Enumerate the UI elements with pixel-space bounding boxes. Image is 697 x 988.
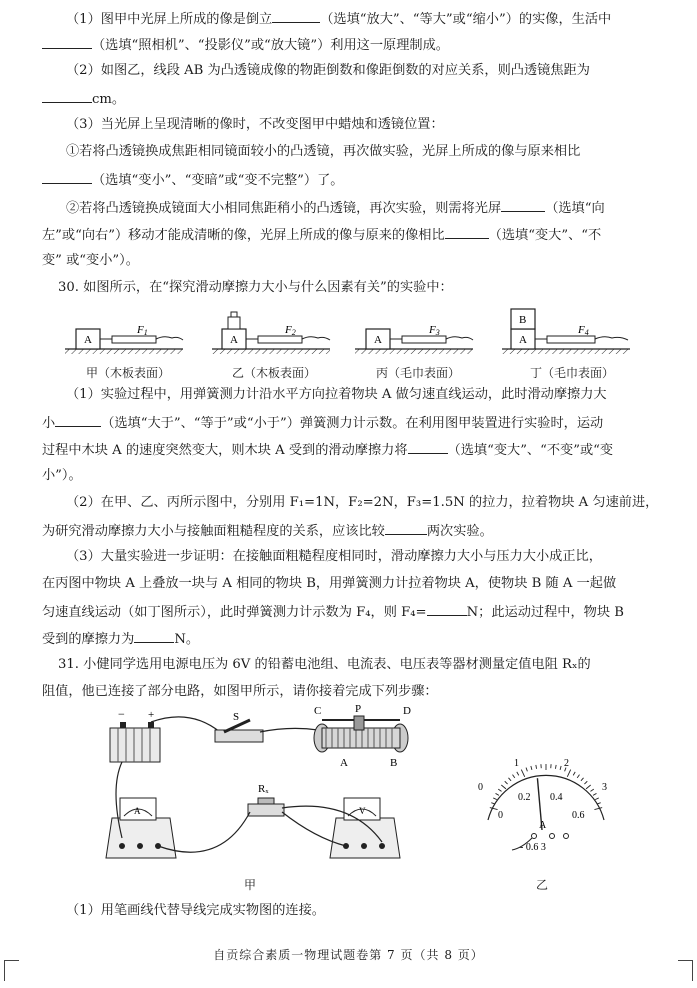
dial-tick: [594, 808, 602, 810]
dial-tick: [586, 785, 591, 789]
q29-line-1: （1）图甲中光屏上所成的像是倒立 （选填“放大”、“等大”或“缩小”）的实像，生活中: [66, 9, 611, 29]
rheostat[interactable]: [314, 703, 411, 769]
dial-tick: [577, 775, 579, 778]
dial-tick: [493, 798, 497, 800]
crop-mark-right: [678, 960, 693, 981]
spring-scale: [547, 336, 595, 343]
svg-text:P: P: [355, 703, 362, 715]
dial-tick: [567, 770, 570, 777]
block-label: B: [519, 314, 527, 326]
dial-tick: [536, 765, 537, 769]
q29-line-5: （3）当光屏上呈现清晰的像时，不改变图甲中蜡烛和透镜位置：: [66, 117, 444, 132]
weight: [228, 317, 240, 329]
dial-tick: [513, 775, 515, 778]
block-label: A: [230, 334, 238, 346]
svg-text:D: D: [403, 705, 411, 717]
caption-jia: 甲（木板表面）: [86, 366, 171, 380]
dial-tick: [573, 772, 575, 775]
caption-bing: 丙（毛巾表面）: [376, 366, 461, 380]
answer-blank[interactable]: [42, 89, 92, 103]
ammeter-dial: [476, 760, 616, 855]
dial-tick: [498, 789, 501, 791]
crop-mark-left: [4, 960, 19, 981]
dial-tick: [581, 778, 584, 781]
friction-figures: [0, 305, 697, 363]
dial-tick: [505, 781, 508, 784]
svg-text:B: B: [390, 757, 398, 769]
dial-tick: [584, 781, 587, 784]
dial-tick: [508, 778, 511, 781]
voltmeter[interactable]: [330, 798, 400, 858]
q29-line-7: （选填“变小”、“变暗”或“变不完整”）了。: [42, 170, 343, 190]
page-footer: 自贡综合素质一物理试题卷第 7 页（共 8 页）: [213, 948, 484, 962]
dial-tick: [526, 768, 527, 772]
answer-blank[interactable]: [42, 170, 92, 184]
circuit-diagram: [100, 703, 460, 878]
switch-label: S: [233, 711, 240, 723]
dial-tick: [555, 765, 556, 769]
q30-line-1: （1）实验过程中，用弹簧测力计沿水平方向拉着物块 A 做匀速直线运动，此时滑动摩擦力大: [66, 387, 607, 402]
q30-line-8: 在丙图中物块 A 上叠放一块与 A 相同的物块 B，用弹簧测力计拉着物块 A，使物块 B 随 A 一起做: [42, 576, 617, 591]
answer-blank[interactable]: [42, 35, 92, 49]
svg-text:0.4: 0.4: [550, 792, 563, 803]
figure-ding: [502, 309, 630, 354]
spring-scale: [402, 336, 446, 343]
dial-tick: [531, 766, 532, 770]
meter-unit: A: [539, 820, 547, 831]
q30-line-4: 小”）。: [42, 468, 82, 483]
svg-text:0: 0: [478, 782, 483, 793]
svg-text:0.2: 0.2: [518, 792, 531, 803]
spring-scale: [112, 336, 156, 343]
dial-tick: [496, 793, 499, 795]
figure-yi: [212, 312, 330, 354]
q30-line-3: 过程中木块 A 的速度突然变大，则木块 A 受到的滑动摩擦力将 （选填“变大”、“不变”或“变: [42, 440, 613, 460]
block-label: A: [374, 334, 382, 346]
svg-text:−: −: [118, 707, 125, 721]
caption-ding: 丁（毛巾表面）: [530, 366, 615, 380]
q30-line-2: 小 （选填“大于”、“等于”或“小于”）弹簧测力计示数。在利用图甲装置进行实验时，运动: [42, 413, 603, 433]
svg-text:1: 1: [514, 758, 519, 769]
answer-blank[interactable]: [427, 602, 467, 616]
battery: [110, 707, 160, 762]
q30-line-7: （3）大量实验进一步证明：在接触面粗糙程度相同时，滑动摩擦力大小与压力大小成正比，: [66, 549, 602, 564]
svg-text:Rₓ: Rₓ: [258, 783, 269, 795]
q30-line-5: （2）在甲、乙、丙所示图中，分别用 F₁=1N，F₂=2N，F₃=1.5N 的拉力，拉着物块 A 匀速前进，: [66, 495, 659, 510]
svg-text:A: A: [134, 806, 141, 816]
q30-line-6: 为研究滑动摩擦力大小与接触面粗糙程度的关系，应该比较 两次实验。: [42, 521, 493, 541]
q29-line-6: ①若将凸透镜换成焦距相同镜面较小的凸透镜，再次做实验，光屏上所成的像与原来相比: [66, 144, 581, 159]
answer-blank[interactable]: [134, 629, 174, 643]
q30-line-9: 匀速直线运动（如丁图所示），此时弹簧测力计示数为 F₄，则 F₄= N；此运动过程中，物块 B: [42, 602, 624, 622]
answer-blank[interactable]: [408, 440, 448, 454]
dial-tick: [597, 803, 601, 804]
force-label: F2: [285, 324, 296, 337]
caption-yi-meter: 乙: [536, 878, 549, 892]
dial-tick: [501, 785, 506, 789]
caption-yi: 乙（木板表面）: [232, 366, 317, 380]
switch[interactable]: [215, 711, 263, 742]
q31-line-2: 阻值，他已连接了部分电路，如图甲所示，请你接着完成下列步骤：: [42, 684, 438, 699]
force-label: F1: [137, 324, 148, 337]
answer-blank[interactable]: [501, 198, 545, 212]
svg-text:+: +: [148, 709, 155, 721]
q29-line-4: cm。: [42, 89, 125, 109]
q29-line-9: 左”或“向右”）移动才能成清晰的像，光屏上所成的像与原来的像相比 （选填“变大”、“不: [42, 225, 601, 245]
answer-blank[interactable]: [385, 521, 427, 535]
dial-tick: [593, 793, 596, 795]
q29-line-3: （2）如图乙，线段 AB 为凸透镜成像的物距倒数和像距倒数的对应关系，则凸透镜焦距为: [66, 63, 590, 78]
q29-line-10: 变” 或“变小”）。: [42, 253, 139, 268]
meter-terminals: - 0.6 3: [520, 842, 546, 853]
q29-line-8: ②若将凸透镜换成镜面大小相同焦距稍小的凸透镜，再次实验，则需将光屏 （选填“向: [66, 198, 605, 218]
svg-text:0.6: 0.6: [572, 810, 585, 821]
svg-text:V: V: [359, 806, 366, 816]
spring-scale: [258, 336, 302, 343]
svg-text:A: A: [340, 757, 348, 769]
dial-tick: [490, 808, 498, 810]
caption-jia-circuit: 甲: [244, 878, 257, 892]
resistor-rx[interactable]: [248, 783, 284, 816]
dial-tick: [517, 772, 519, 775]
dial-tick: [590, 789, 593, 791]
q31-line-1: 31. 小健同学选用电源电压为 6V 的铅蓄电池组、电流表、电压表等器材测量定值电阻 Rₓ的: [58, 657, 591, 672]
figure-jia: [65, 324, 183, 354]
force-label: F3: [429, 324, 440, 337]
figure-bing: [355, 324, 473, 354]
svg-text:3: 3: [602, 782, 607, 793]
answer-blank[interactable]: [445, 225, 489, 239]
answer-blank[interactable]: [272, 9, 320, 23]
svg-text:2: 2: [564, 758, 569, 769]
block-label: A: [84, 334, 92, 346]
answer-blank[interactable]: [55, 413, 101, 427]
dial-tick: [595, 798, 599, 800]
dial-tick: [560, 766, 561, 770]
q29-line-2: （选填“照相机”、“投影仪”或“放大镜”）利用这一原理制成。: [42, 35, 449, 55]
svg-text:C: C: [314, 705, 322, 717]
block-label: A: [519, 334, 527, 346]
dial-tick: [521, 770, 524, 777]
q30-stem: 30. 如图所示，在“探究滑动摩擦力大小与什么因素有关”的实验中：: [58, 280, 453, 295]
force-label: F4: [578, 324, 589, 337]
svg-text:0: 0: [498, 810, 503, 821]
dial-ticks: [490, 764, 602, 810]
q31-step-1: （1）用笔画线代替导线完成实物图的连接。: [66, 903, 325, 918]
dial-tick: [491, 803, 495, 804]
q30-line-10: 受到的摩擦力为 N。: [42, 629, 199, 649]
